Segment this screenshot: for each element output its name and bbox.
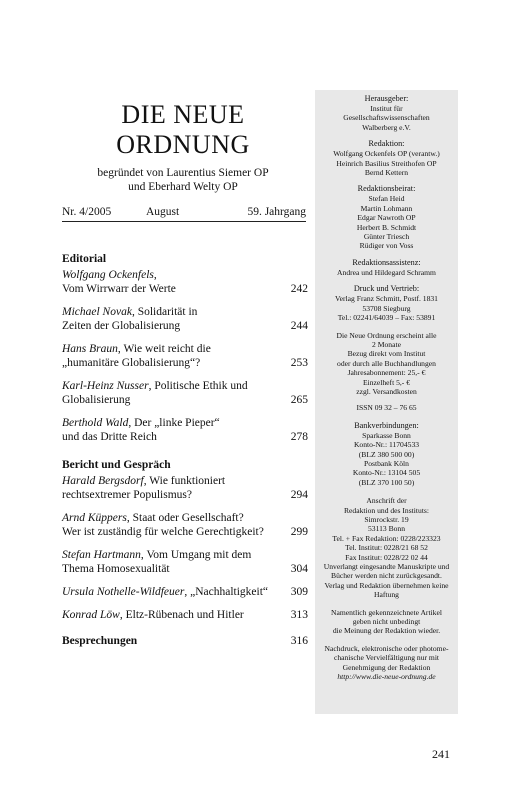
editors-block-heading: Redaktion: bbox=[368, 139, 405, 149]
entry-line bbox=[62, 379, 274, 393]
entry-page: 265 bbox=[290, 394, 308, 406]
printing-block-line: Tel.: 02241/64039 – Fax: 53891 bbox=[337, 313, 436, 323]
publisher-block-line: Gesellschaftswissenschaften bbox=[343, 113, 430, 123]
toc-entry bbox=[62, 416, 308, 444]
entry-page: 294 bbox=[290, 489, 308, 501]
advisory-board-block-line: Rüdiger von Voss bbox=[359, 241, 414, 251]
section-heading: Editorial bbox=[62, 253, 107, 265]
entry-author: Karl-Heinz Nusser bbox=[62, 380, 149, 392]
disclaimer-block bbox=[315, 608, 458, 636]
entry-line bbox=[62, 416, 274, 430]
bank-block-line: Sparkasse Bonn bbox=[362, 430, 411, 440]
entry-page: 313 bbox=[290, 609, 308, 621]
toc-entry bbox=[62, 305, 308, 333]
entry-title: , Vom Umgang mit dem bbox=[140, 549, 252, 561]
editors-block-line: Bernd Kettern bbox=[364, 168, 409, 178]
toc-entry bbox=[62, 548, 308, 576]
toc-entry bbox=[62, 342, 308, 370]
section-heading: Bericht und Gespräch bbox=[62, 459, 171, 471]
entry-author: Harald Bergsdorf bbox=[62, 475, 144, 487]
toc-entry bbox=[62, 608, 308, 622]
bank-block-line: Konto-Nr.: 11704533 bbox=[353, 440, 420, 450]
journal-title-line1: DIE NEUE bbox=[121, 100, 245, 129]
subscription-block-line: Einzelheft 5,- € bbox=[362, 377, 411, 387]
reprint-block-line: chanische Vervielfältigung nur mit bbox=[333, 653, 440, 663]
entry-page: 316 bbox=[290, 635, 308, 647]
entry-page: 244 bbox=[290, 320, 308, 332]
toc-entry bbox=[62, 474, 308, 502]
entry-author: Berthold Wald bbox=[62, 417, 129, 429]
entry-title-cont: rechtsextremer Populismus? bbox=[62, 489, 192, 501]
bank-block bbox=[315, 421, 458, 487]
assistant-block bbox=[315, 258, 458, 277]
entry-title: , Politische Ethik und bbox=[148, 380, 248, 392]
assistant-block-heading: Redaktionsassistenz: bbox=[352, 257, 421, 267]
advisory-board-block-line: Stefan Heid bbox=[368, 194, 405, 204]
entry-title-cont: Zeiten der Globalisierung bbox=[62, 320, 181, 332]
entry-line bbox=[62, 474, 274, 488]
advisory-board-block bbox=[315, 184, 458, 250]
disclaimer-block-line: die Meinung der Redaktion wieder. bbox=[332, 626, 441, 636]
publisher-block-line: Walberberg e.V. bbox=[362, 122, 411, 132]
entry-author: Michael Novak bbox=[62, 306, 132, 318]
issue-line bbox=[62, 205, 306, 222]
entry-page: 242 bbox=[290, 283, 308, 295]
address-block-line: Haftung bbox=[374, 590, 399, 600]
entry-title: , „Nachhaltigkeit“ bbox=[184, 586, 268, 598]
journal-title-line2: ORDNUNG bbox=[116, 130, 250, 159]
website-url: http://www.die-neue-ordnung.de bbox=[337, 672, 436, 682]
page-number: 241 bbox=[432, 747, 450, 761]
entry-title: , Solidarität in bbox=[131, 306, 198, 318]
address-block-line: Simrockstr. 19 bbox=[364, 515, 409, 524]
publisher-block-heading: Herausgeber: bbox=[364, 94, 409, 103]
bank-block-line: Postbank Köln bbox=[364, 458, 409, 468]
issue-year: 59. Jahrgang bbox=[247, 206, 306, 218]
issue-number: Nr. 4/2005 bbox=[62, 206, 112, 218]
entry-author: Stefan Hartmann bbox=[62, 549, 141, 561]
address-block-line: Tel. + Fax Redaktion: 0228/223323 bbox=[332, 533, 441, 543]
entry-line bbox=[62, 511, 274, 525]
printing-block-heading: Druck und Vertrieb: bbox=[353, 284, 420, 294]
entry-title: , Eltz-Rübenach und Hitler bbox=[119, 609, 244, 621]
bank-block-line: (BLZ 380 500 00) bbox=[358, 449, 415, 459]
address-block-line: Fax Institut: 0228/22 02 44 bbox=[345, 552, 428, 562]
advisory-board-block-line: Herbert B. Schmidt bbox=[356, 222, 417, 232]
entry-author: Ursula Nothelle-Wildfeuer bbox=[62, 586, 185, 598]
advisory-board-block-line: Martin Lohmann bbox=[360, 203, 413, 213]
subscription-block-line: oder durch alle Buchhandlungen bbox=[337, 358, 436, 368]
entry-title: , Der „linke Pieper“ bbox=[128, 417, 220, 429]
printing-block bbox=[315, 284, 458, 322]
imprint-sidebar bbox=[315, 90, 458, 714]
founders-line1: begründet von Laurentius Siemer OP bbox=[97, 167, 269, 179]
entry-title-cont: Wer ist zuständig für welche Gerechtigkeit? bbox=[62, 526, 264, 538]
address-block bbox=[315, 496, 458, 599]
entry-page: 278 bbox=[290, 431, 308, 443]
toc-entry bbox=[62, 634, 308, 648]
reprint-block-line: Nachdruck, elektronische oder photome- bbox=[324, 643, 449, 653]
entry-line bbox=[62, 585, 274, 599]
subscription-block bbox=[315, 331, 458, 397]
entry-page: 304 bbox=[290, 563, 308, 575]
subscription-block-line: Die Neue Ordnung erscheint alle bbox=[336, 330, 437, 340]
address-block-line: Unverlangt eingesandte Manuskripte und bbox=[323, 562, 450, 572]
entry-title-cont: Globalisierung bbox=[62, 394, 131, 406]
entry-title-cont: und das Dritte Reich bbox=[62, 431, 157, 443]
entry-page: 253 bbox=[290, 357, 308, 369]
editors-block bbox=[315, 139, 458, 177]
entry-title: , Wie funktioniert bbox=[143, 475, 226, 487]
entry-author: Konrad Löw bbox=[62, 609, 120, 621]
entry-title: , Staat oder Gesellschaft? bbox=[126, 512, 244, 524]
printing-block-line: Verlag Franz Schmitt, Postf. 1831 bbox=[335, 294, 438, 304]
entry-title: , Wie weit reicht die bbox=[117, 343, 211, 355]
advisory-board-block-line: Edgar Nawroth OP bbox=[357, 213, 416, 223]
issn-block-line: ISSN 09 32 – 76 65 bbox=[356, 403, 417, 413]
reprint-block bbox=[315, 644, 458, 672]
bank-block-line: (BLZ 370 100 50) bbox=[358, 477, 415, 487]
issn-block bbox=[315, 403, 458, 412]
section-heading: Besprechungen bbox=[62, 635, 138, 647]
toc-entry bbox=[62, 379, 308, 407]
printing-block-line: 53708 Siegburg bbox=[362, 303, 411, 313]
advisory-board-block-heading: Redaktionsbeirat: bbox=[357, 184, 416, 194]
reprint-block-line: Genehmigung der Redaktion bbox=[342, 662, 431, 672]
entry-author: Arnd Küppers bbox=[62, 512, 127, 524]
address-block-line: 53113 Bonn bbox=[367, 524, 406, 534]
publisher-block bbox=[315, 94, 458, 132]
entry-line bbox=[62, 342, 274, 356]
bank-block-heading: Bankverbindungen: bbox=[354, 420, 419, 430]
address-block-line: Anschrift der bbox=[366, 496, 407, 506]
entry-title-cont: Thema Homosexualität bbox=[62, 563, 170, 575]
entry-author: Hans Braun bbox=[62, 343, 118, 355]
entry-line bbox=[62, 268, 274, 282]
founders-note bbox=[62, 166, 304, 194]
toc-section bbox=[62, 634, 308, 648]
advisory-board-block-line: Günter Triesch bbox=[363, 232, 410, 242]
table-of-contents bbox=[62, 252, 308, 648]
address-block-line: Tel. Institut: 0228/21 68 52 bbox=[345, 543, 428, 553]
address-block-line: Redaktion und des Instituts: bbox=[343, 505, 429, 515]
assistant-block-line: Andrea und Hildegard Schramm bbox=[337, 267, 436, 277]
address-block-line: Verlag und Redaktion übernehmen keine bbox=[324, 580, 449, 590]
toc-entry bbox=[62, 268, 308, 296]
entry-line bbox=[62, 305, 274, 319]
entry-page: 309 bbox=[290, 586, 308, 598]
disclaimer-block-line: Namentlich gekennzeichnete Artikel bbox=[331, 607, 442, 617]
subscription-block-line: Jahresabonnement: 25,- € bbox=[347, 368, 426, 378]
address-block-line: Bücher werden nicht zurückgesandt. bbox=[331, 571, 442, 581]
entry-title: , bbox=[153, 269, 157, 281]
entry-title-cont: Vom Wirrwarr der Werte bbox=[62, 283, 176, 295]
toc-entry bbox=[62, 585, 308, 599]
bank-block-line: Konto-Nr.: 13104 505 bbox=[352, 468, 421, 478]
founders-line2: und Eberhard Welty OP bbox=[128, 181, 238, 193]
subscription-block-line: zzgl. Versandkosten bbox=[356, 386, 417, 396]
subscription-block-line: Bezug direkt vom Institut bbox=[347, 349, 426, 359]
masthead bbox=[62, 100, 304, 194]
entry-line bbox=[62, 608, 274, 622]
entry-title-cont: „humanitäre Globalisierung“? bbox=[62, 357, 201, 369]
toc-entry bbox=[62, 511, 308, 539]
toc-section bbox=[62, 252, 308, 444]
disclaimer-block-line: geben nicht unbedingt bbox=[352, 617, 421, 627]
issue-month: August bbox=[146, 206, 180, 218]
entry-author: Wolfgang Ockenfels bbox=[62, 269, 154, 281]
editors-block-line: Wolfgang Ockenfels OP (verantw.) bbox=[333, 149, 440, 159]
toc-section bbox=[62, 458, 308, 622]
editors-block-line: Heinrich Basilius Streithofen OP bbox=[336, 158, 437, 168]
entry-line bbox=[62, 548, 274, 562]
entry-page: 299 bbox=[290, 526, 308, 538]
publisher-block-line: Institut für bbox=[370, 104, 403, 113]
subscription-block-line: 2 Monate bbox=[372, 339, 401, 349]
